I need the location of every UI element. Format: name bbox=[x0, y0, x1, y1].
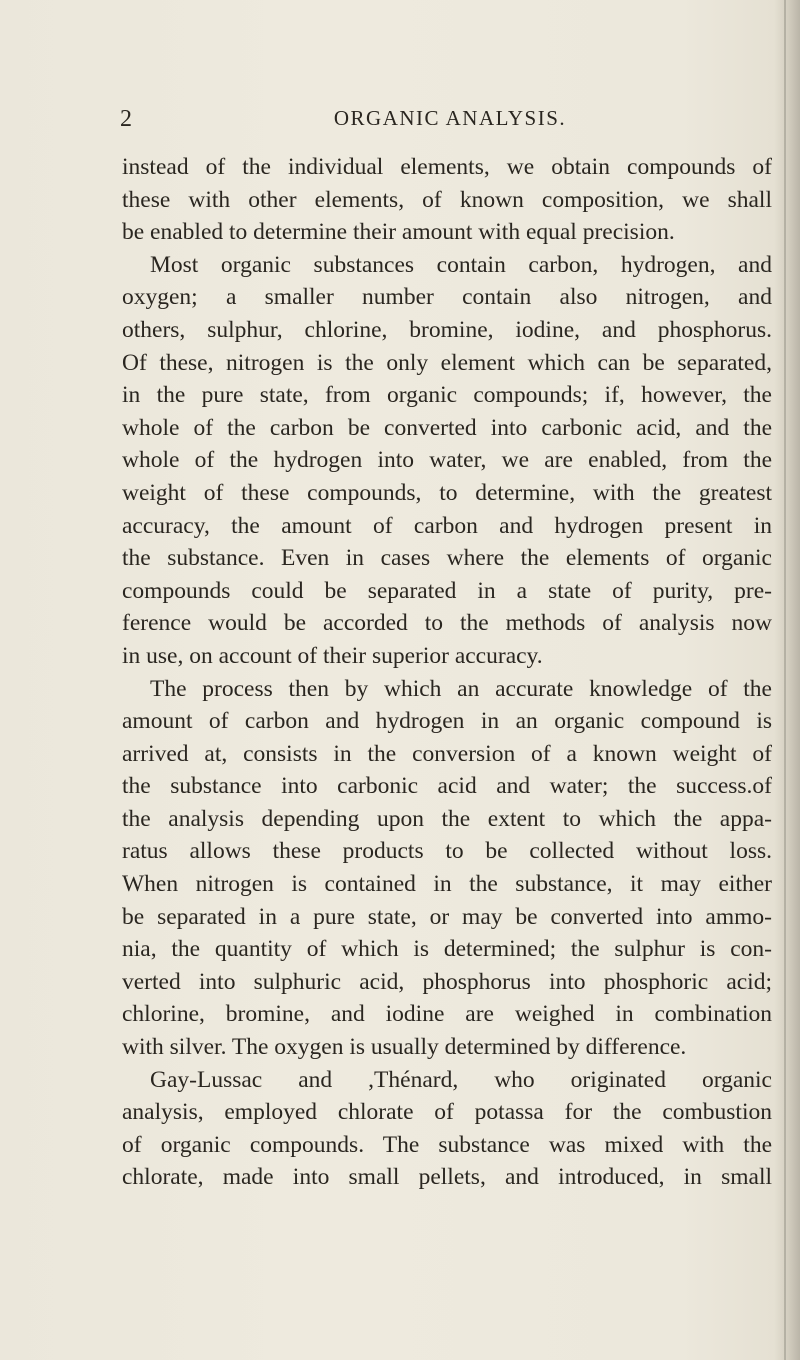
text-line: Gay-Lussac and ,Thénard, who originated organic bbox=[150, 1066, 772, 1093]
text-line: chlorine, bromine, and iodine are weighed in combination bbox=[122, 1001, 772, 1028]
running-head: ORGANIC ANALYSIS. bbox=[333, 106, 567, 130]
text-line: arrived at, consists in the conversion of a known weight of bbox=[122, 740, 772, 767]
text-line: the substance. Even in cases where the elements of organic bbox=[122, 545, 772, 572]
text-line: be separated in a pure state, or may be converted into ammo- bbox=[122, 903, 772, 930]
text-line: nia, the quantity of which is determined; the sulphur is con- bbox=[122, 936, 772, 963]
text-line: whole of the hydrogen into water, we are enabled, from the bbox=[122, 447, 772, 474]
page-edge-shadow bbox=[774, 0, 800, 1360]
text-line: whole of the carbon be converted into carbonic acid, and the bbox=[122, 414, 772, 441]
text-line: weight of these compounds, to determine, with the greatest bbox=[122, 479, 772, 506]
text-line: Of these, nitrogen is the only element which can be separated, bbox=[122, 349, 772, 376]
text-line: oxygen; a smaller number contain also nitrogen, and bbox=[122, 284, 772, 311]
page-header bbox=[120, 106, 780, 136]
text-line: Most organic substances contain carbon, hydrogen, and bbox=[150, 251, 772, 278]
text-line: these with other elements, of known composition, we shall bbox=[122, 186, 772, 213]
text-line: verted into sulphuric acid, phosphorus into phosphoric acid; bbox=[122, 968, 772, 995]
text-line: ratus allows these products to be collected without loss. bbox=[122, 838, 772, 865]
text-line: accuracy, the amount of carbon and hydrogen present in bbox=[122, 512, 772, 539]
page-edge-line bbox=[784, 0, 786, 1360]
text-line: in use, on account of their superior accuracy. bbox=[122, 642, 543, 669]
body-text bbox=[122, 151, 772, 1194]
text-line: of organic compounds. The substance was mixed with the bbox=[122, 1131, 772, 1158]
text-line: others, sulphur, chlorine, bromine, iodine, and phosphorus. bbox=[122, 316, 772, 343]
text-line: analysis, employed chlorate of potassa for the combustion bbox=[122, 1099, 772, 1126]
page-number: 2 bbox=[120, 106, 132, 132]
text-line: instead of the individual elements, we obtain compounds of bbox=[122, 154, 772, 180]
text-line: amount of carbon and hydrogen in an organic compound is bbox=[122, 708, 772, 735]
text-line: the analysis depending upon the extent to which the appa- bbox=[122, 805, 772, 832]
text-line: The process then by which an accurate knowledge of the bbox=[150, 675, 772, 702]
text-line: ference would be accorded to the methods of analysis now bbox=[122, 610, 772, 637]
text-line: in the pure state, from organic compounds; if, however, the bbox=[122, 382, 772, 409]
text-line: be enabled to determine their amount with equal precision. bbox=[122, 219, 675, 246]
text-line: When nitrogen is contained in the substance, it may either bbox=[122, 871, 772, 898]
text-line: chlorate, made into small pellets, and introduced, in small bbox=[122, 1164, 772, 1191]
text-line: compounds could be separated in a state of purity, pre- bbox=[122, 577, 772, 604]
text-line: with silver. The oxygen is usually determined by difference. bbox=[122, 1034, 687, 1061]
text-line: the substance into carbonic acid and water; the success.of bbox=[122, 773, 772, 800]
